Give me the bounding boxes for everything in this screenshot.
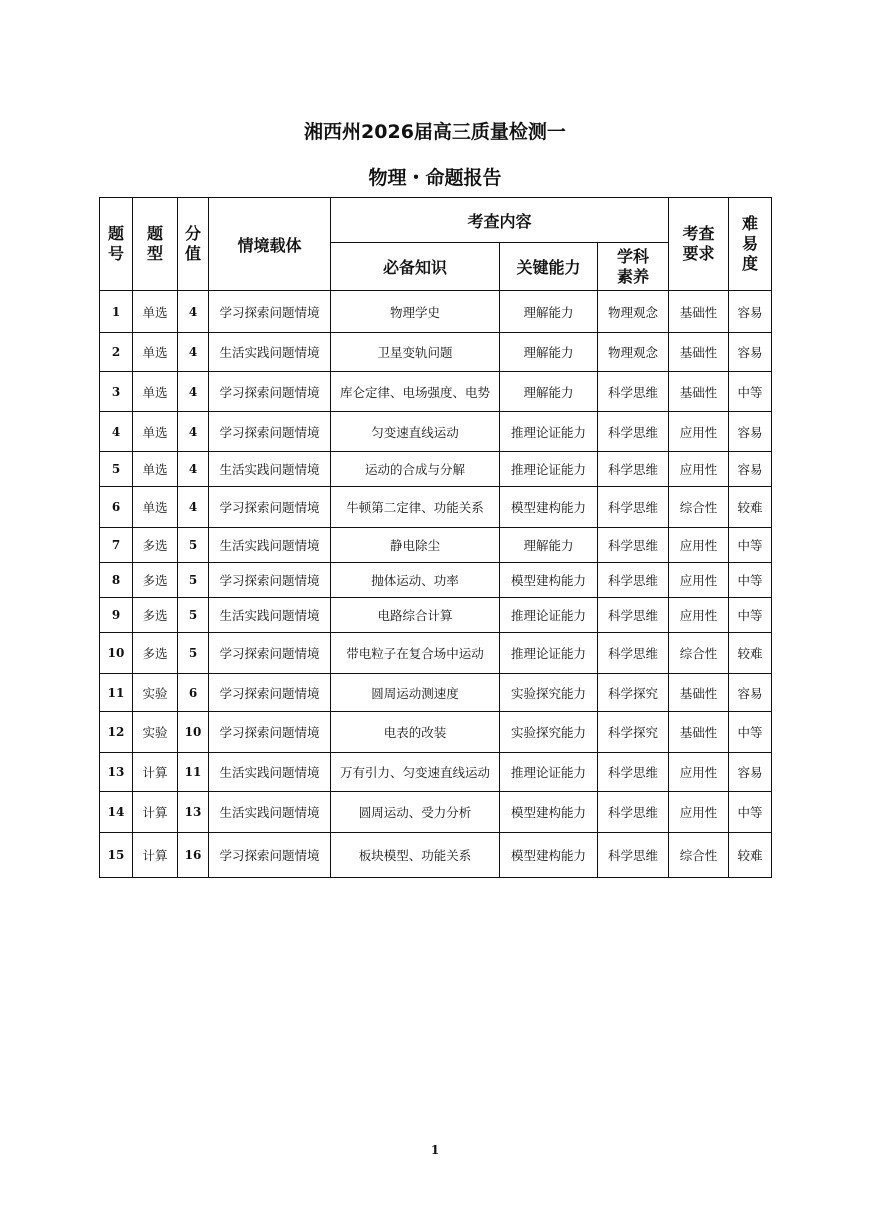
cell-no: 15 [100,833,133,878]
cell-context: 学习探索问题情境 [209,833,331,878]
cell-ability: 推理论证能力 [500,753,598,792]
header-type: 题 型 [133,198,178,291]
table-row [100,753,772,792]
cell-context: 生活实践问题情境 [209,452,331,487]
cell-literacy: 科学思维 [598,487,669,528]
cell-literacy: 科学思维 [598,633,669,674]
cell-score: 4 [178,452,209,487]
cell-context: 学习探索问题情境 [209,372,331,412]
header-knowledge: 必备知识 [331,243,500,291]
cell-difficulty: 中等 [729,563,772,598]
header-score: 分 值 [178,198,209,291]
cell-difficulty: 容易 [729,333,772,372]
cell-no: 11 [100,674,133,712]
cell-context: 学习探索问题情境 [209,674,331,712]
cell-score: 5 [178,563,209,598]
cell-score: 5 [178,598,209,633]
cell-literacy: 科学思维 [598,372,669,412]
cell-ability: 推理论证能力 [500,452,598,487]
header-literacy: 学科 素养 [598,243,669,291]
exam-report-table [99,197,772,878]
cell-context: 生活实践问题情境 [209,528,331,563]
cell-type: 多选 [133,563,178,598]
cell-requirement: 基础性 [669,333,729,372]
cell-context: 学习探索问题情境 [209,712,331,753]
cell-knowledge: 万有引力、匀变速直线运动 [331,753,500,792]
cell-type: 计算 [133,792,178,833]
cell-score: 4 [178,412,209,452]
cell-knowledge: 板块模型、功能关系 [331,833,500,878]
cell-difficulty: 中等 [729,712,772,753]
table-row [100,598,772,633]
document-title: 湘西州2026届高三质量检测一 [304,121,566,143]
cell-requirement: 基础性 [669,712,729,753]
cell-literacy: 物理观念 [598,291,669,333]
cell-difficulty: 较难 [729,833,772,878]
cell-ability: 推理论证能力 [500,412,598,452]
cell-difficulty: 较难 [729,487,772,528]
cell-knowledge: 电表的改装 [331,712,500,753]
cell-type: 实验 [133,712,178,753]
cell-requirement: 综合性 [669,833,729,878]
table-row [100,412,772,452]
cell-ability: 模型建构能力 [500,563,598,598]
cell-type: 多选 [133,528,178,563]
cell-ability: 理解能力 [500,333,598,372]
header-content: 考查内容 [331,198,669,243]
cell-requirement: 综合性 [669,633,729,674]
cell-no: 14 [100,792,133,833]
cell-requirement: 应用性 [669,792,729,833]
page-number: 1 [430,1143,440,1157]
cell-ability: 实验探究能力 [500,674,598,712]
table-row [100,633,772,674]
cell-knowledge: 运动的合成与分解 [331,452,500,487]
cell-score: 11 [178,753,209,792]
cell-score: 4 [178,487,209,528]
cell-no: 2 [100,333,133,372]
cell-literacy: 科学思维 [598,792,669,833]
cell-requirement: 基础性 [669,674,729,712]
cell-context: 生活实践问题情境 [209,598,331,633]
table-row [100,372,772,412]
cell-literacy: 科学思维 [598,753,669,792]
header-difficulty: 难 易 度 [729,198,772,291]
cell-difficulty: 容易 [729,412,772,452]
table-row [100,674,772,712]
cell-score: 5 [178,528,209,563]
cell-knowledge: 牛顿第二定律、功能关系 [331,487,500,528]
cell-no: 13 [100,753,133,792]
cell-difficulty: 中等 [729,372,772,412]
header-no: 题 号 [100,198,133,291]
cell-type: 多选 [133,633,178,674]
table-row [100,333,772,372]
cell-requirement: 基础性 [669,291,729,333]
cell-score: 4 [178,291,209,333]
cell-knowledge: 圆周运动测速度 [331,674,500,712]
cell-knowledge: 静电除尘 [331,528,500,563]
cell-no: 1 [100,291,133,333]
cell-knowledge: 库仑定律、电场强度、电势 [331,372,500,412]
cell-requirement: 基础性 [669,372,729,412]
cell-literacy: 科学思维 [598,412,669,452]
cell-context: 生活实践问题情境 [209,753,331,792]
cell-score: 6 [178,674,209,712]
table-row [100,792,772,833]
cell-difficulty: 容易 [729,674,772,712]
cell-ability: 实验探究能力 [500,712,598,753]
cell-score: 5 [178,633,209,674]
cell-knowledge: 匀变速直线运动 [331,412,500,452]
cell-score: 13 [178,792,209,833]
table-row [100,487,772,528]
cell-knowledge: 抛体运动、功率 [331,563,500,598]
cell-ability: 模型建构能力 [500,833,598,878]
cell-requirement: 应用性 [669,452,729,487]
cell-context: 生活实践问题情境 [209,792,331,833]
cell-knowledge: 电路综合计算 [331,598,500,633]
cell-no: 9 [100,598,133,633]
cell-literacy: 科学思维 [598,528,669,563]
cell-context: 生活实践问题情境 [209,333,331,372]
cell-score: 16 [178,833,209,878]
cell-ability: 推理论证能力 [500,598,598,633]
header-ability: 关键能力 [500,243,598,291]
cell-requirement: 应用性 [669,563,729,598]
table-row [100,291,772,333]
cell-ability: 模型建构能力 [500,792,598,833]
cell-ability: 推理论证能力 [500,633,598,674]
cell-type: 单选 [133,333,178,372]
cell-no: 4 [100,412,133,452]
cell-no: 3 [100,372,133,412]
cell-requirement: 应用性 [669,412,729,452]
cell-no: 5 [100,452,133,487]
cell-difficulty: 中等 [729,598,772,633]
table-row [100,712,772,753]
cell-type: 单选 [133,412,178,452]
document-subtitle: 物理・命题报告 [368,167,502,189]
cell-difficulty: 容易 [729,452,772,487]
cell-ability: 理解能力 [500,528,598,563]
cell-ability: 理解能力 [500,291,598,333]
cell-no: 7 [100,528,133,563]
cell-type: 单选 [133,372,178,412]
cell-difficulty: 容易 [729,291,772,333]
cell-ability: 理解能力 [500,372,598,412]
cell-no: 12 [100,712,133,753]
cell-score: 4 [178,372,209,412]
cell-score: 4 [178,333,209,372]
cell-no: 6 [100,487,133,528]
cell-type: 多选 [133,598,178,633]
cell-difficulty: 较难 [729,633,772,674]
cell-requirement: 综合性 [669,487,729,528]
cell-score: 10 [178,712,209,753]
cell-context: 学习探索问题情境 [209,487,331,528]
table-row [100,833,772,878]
header-context: 情境载体 [209,198,331,291]
cell-literacy: 科学思维 [598,598,669,633]
cell-knowledge: 圆周运动、受力分析 [331,792,500,833]
cell-literacy: 科学思维 [598,563,669,598]
cell-context: 学习探索问题情境 [209,563,331,598]
cell-context: 学习探索问题情境 [209,291,331,333]
cell-context: 学习探索问题情境 [209,633,331,674]
cell-difficulty: 中等 [729,792,772,833]
cell-type: 计算 [133,833,178,878]
cell-difficulty: 容易 [729,753,772,792]
cell-requirement: 应用性 [669,598,729,633]
cell-no: 10 [100,633,133,674]
cell-requirement: 应用性 [669,753,729,792]
cell-knowledge: 物理学史 [331,291,500,333]
cell-ability: 模型建构能力 [500,487,598,528]
cell-no: 8 [100,563,133,598]
cell-literacy: 物理观念 [598,333,669,372]
cell-type: 单选 [133,487,178,528]
cell-type: 实验 [133,674,178,712]
cell-difficulty: 中等 [729,528,772,563]
cell-literacy: 科学探究 [598,674,669,712]
cell-type: 单选 [133,452,178,487]
cell-literacy: 科学探究 [598,712,669,753]
table-row [100,528,772,563]
cell-literacy: 科学思维 [598,452,669,487]
cell-knowledge: 卫星变轨问题 [331,333,500,372]
cell-context: 学习探索问题情境 [209,412,331,452]
cell-literacy: 科学思维 [598,833,669,878]
table-row [100,563,772,598]
header-requirement: 考查 要求 [669,198,729,291]
cell-knowledge: 带电粒子在复合场中运动 [331,633,500,674]
cell-requirement: 应用性 [669,528,729,563]
table-row [100,452,772,487]
cell-type: 计算 [133,753,178,792]
cell-type: 单选 [133,291,178,333]
